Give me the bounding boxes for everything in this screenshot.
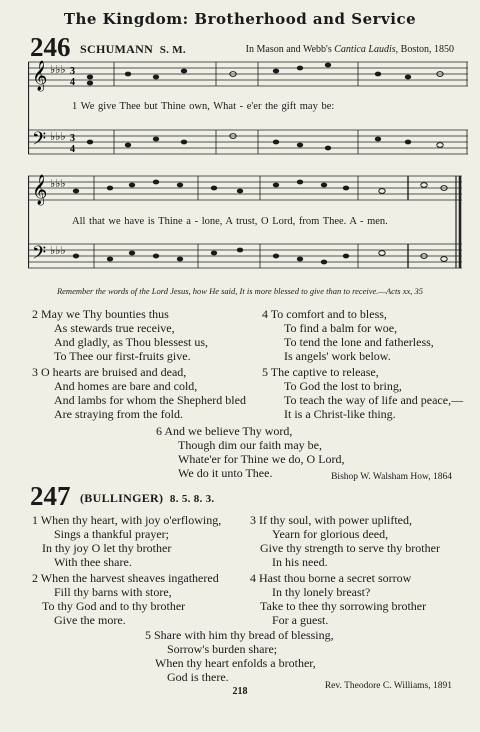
verse-line: Though dim our faith may be, bbox=[178, 438, 322, 452]
tune-label: (BULLINGER) bbox=[80, 491, 164, 505]
page-number: 218 bbox=[232, 686, 248, 697]
svg-text:4: 4 bbox=[70, 144, 75, 155]
verse-246-3 bbox=[32, 365, 246, 421]
verse-line: With thee share. bbox=[54, 555, 132, 569]
verse-line: In his need. bbox=[272, 555, 328, 569]
verse-line: And gladly, as Thou blessest us, bbox=[54, 335, 208, 349]
source-title: Cantica Laudis, bbox=[334, 44, 399, 55]
svg-text:♭♭♭: ♭♭♭ bbox=[50, 131, 66, 143]
verse-246-5 bbox=[262, 365, 463, 421]
source-suffix: Boston, 1850 bbox=[400, 44, 454, 55]
svg-text:♭♭♭: ♭♭♭ bbox=[50, 178, 66, 190]
verse-247-1 bbox=[32, 513, 221, 569]
verse-line: When thy heart enfolds a brother, bbox=[155, 656, 316, 670]
tune-name-247 bbox=[80, 491, 214, 506]
lyric-line-1: 1 We give Thee but Thine own, What - e'er the gift may be: bbox=[72, 101, 335, 112]
author-247: Rev. Theodore C. Williams, 1891 bbox=[324, 681, 452, 691]
verse-246-2 bbox=[32, 307, 208, 363]
verse-line: 3 O hearts are bruised and dead, bbox=[32, 365, 187, 379]
verse-246-6 bbox=[156, 424, 345, 480]
page-header: The Kingdom: Brotherhood and Service bbox=[63, 10, 417, 28]
verse-line: Are straying from the fold. bbox=[54, 407, 183, 421]
svg-text:3: 3 bbox=[70, 66, 75, 77]
verse-line: To tend the lone and fatherless, bbox=[284, 335, 434, 349]
svg-text:♭♭♭: ♭♭♭ bbox=[50, 245, 66, 257]
meter-label: 8. 5. 8. 3. bbox=[169, 493, 215, 505]
verse-line: Is angels' work below. bbox=[284, 349, 391, 363]
verse-line: 5 The captive to release, bbox=[262, 365, 379, 379]
verse-line: To teach the way of life and peace,— bbox=[284, 393, 464, 407]
source-prefix: In Mason and Webb's bbox=[245, 44, 332, 55]
verse-line: We do it unto Thee. bbox=[178, 466, 273, 480]
verse-line: 2 When the harvest sheaves ingathered bbox=[32, 571, 219, 585]
verse-line: 2 May we Thy bounties thus bbox=[32, 307, 169, 321]
verse-line: 6 And we believe Thy word, bbox=[156, 424, 293, 438]
verse-line: Whate'er for Thine we do, O Lord, bbox=[178, 452, 345, 466]
verse-247-3 bbox=[250, 513, 440, 569]
verse-247-5 bbox=[145, 628, 334, 684]
verse-line: Sorrow's burden share; bbox=[167, 642, 278, 656]
meter-label: S. M. bbox=[159, 44, 186, 56]
verse-line: In thy lonely breast? bbox=[272, 585, 371, 599]
author-246: Bishop W. Walsham How, 1864 bbox=[331, 472, 452, 482]
verse-line: Give thy strength to serve thy brother bbox=[260, 541, 440, 555]
svg-text:3: 3 bbox=[70, 133, 75, 144]
verse-line: 4 Hast thou borne a secret sorrow bbox=[250, 571, 412, 585]
verse-line: Take to thee thy sorrowing brother bbox=[260, 599, 427, 613]
verse-line: God is there. bbox=[167, 670, 229, 684]
verse-line: And lambs for whom the Shepherd bled bbox=[54, 393, 246, 407]
verse-line: 4 To comfort and to bless, bbox=[262, 307, 387, 321]
verse-line: And homes are bare and cold, bbox=[54, 379, 198, 393]
svg-text:𝄢: 𝄢 bbox=[32, 243, 47, 268]
svg-text:♭♭♭: ♭♭♭ bbox=[50, 64, 66, 76]
verse-line: It is a Christ-like thing. bbox=[284, 407, 396, 421]
verse-line: Sings a thankful prayer; bbox=[54, 527, 169, 541]
tune-label: SCHUMANN bbox=[80, 42, 154, 56]
verse-line: To Thee our first-fruits give. bbox=[54, 349, 191, 363]
verse-line: To thy God and to thy brother bbox=[42, 599, 186, 613]
svg-text:4: 4 bbox=[70, 77, 75, 88]
svg-text:𝄞: 𝄞 bbox=[32, 61, 48, 91]
verse-line: Give the more. bbox=[54, 613, 126, 627]
lyric-line-2: All that we have is Thine a - lone, A trust, O Lord, from Thee. A - men. bbox=[72, 216, 388, 227]
verse-line: Fill thy barns with store, bbox=[54, 585, 172, 599]
scripture-note: Remember the words of the Lord Jesus, how He said, It is more blessed to give than to receive.—Acts xx, 35 bbox=[56, 286, 424, 296]
verse-line: To find a balm for woe, bbox=[284, 321, 398, 335]
tune-name-246 bbox=[80, 42, 186, 57]
svg-text:𝄢: 𝄢 bbox=[32, 129, 47, 154]
verse-line: In thy joy O let thy brother bbox=[42, 541, 172, 555]
verse-line: 1 When thy heart, with joy o'erflowing, bbox=[32, 513, 222, 527]
hymn-number-246: 246 bbox=[30, 32, 71, 62]
verse-247-4 bbox=[250, 571, 426, 627]
verse-line: As stewards true receive, bbox=[54, 321, 175, 335]
verse-247-2 bbox=[32, 571, 219, 627]
verse-line: For a guest. bbox=[272, 613, 329, 627]
hymn-number-247: 247 bbox=[30, 481, 71, 511]
verse-line: 5 Share with him thy bread of blessing, bbox=[145, 628, 334, 642]
verse-line: 3 If thy soul, with power uplifted, bbox=[250, 513, 412, 527]
verse-246-4 bbox=[262, 307, 434, 363]
verse-line: To God the lost to bring, bbox=[284, 379, 402, 393]
svg-text:𝄞: 𝄞 bbox=[32, 175, 48, 205]
tune-source-246 bbox=[246, 44, 454, 55]
verse-line: Yearn for glorious deed, bbox=[272, 527, 389, 541]
